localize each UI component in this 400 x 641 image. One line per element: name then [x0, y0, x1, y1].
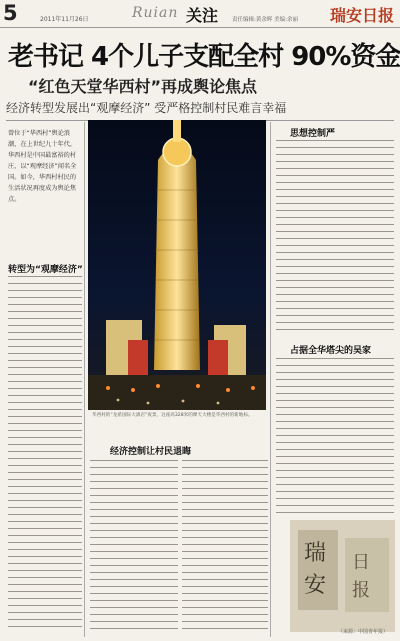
svg-text:安: 安 [304, 573, 327, 598]
section-latin: Ruian [132, 5, 179, 21]
left-column-body [8, 276, 82, 631]
subhead-economic-control: 经济控制让村民退晦 [110, 447, 192, 457]
sub-headline: “红色天堂华西村”再成舆论焦点 [28, 77, 258, 96]
editor-credits: 责任编辑:黄余晖 美编:余丽 [232, 17, 298, 23]
calligraphy-stamp-image [290, 520, 395, 632]
subhead-wu-family: 占据全华塔尖的吴家 [290, 346, 372, 356]
column-divider [84, 122, 85, 637]
photo-caption: 华西村的“龙希国际大酒店”夜景，这座高328米的摩天大楼是华西村的新地标。 [92, 413, 253, 418]
subhead-transformation: 转型为“观摩经济” [8, 265, 83, 275]
lead-paragraph: 曾位于“华西村”舆论浪潮，在上世纪九十年代，华西村是中国最富裕的村庄，以“观摩经济”闻名全国。如今，华西村村民的生活状况再度成为舆论焦点。 [8, 130, 77, 203]
svg-text:瑞: 瑞 [304, 541, 327, 566]
subhead-ideology-control: 思想控制严 [290, 129, 336, 139]
svg-text:报: 报 [352, 580, 370, 601]
deck-line: 经济转型发展出“观摩经济” 受严格控制村民难言幸福 [6, 101, 287, 115]
column-divider [270, 122, 271, 637]
masthead [0, 0, 400, 28]
middle-column-body-1 [90, 460, 178, 630]
source-credit: （来源：中国青年报） [337, 629, 388, 635]
right-column-body-2 [276, 358, 394, 513]
section-title: 关注 [186, 6, 219, 25]
right-column-body-1 [276, 140, 394, 330]
newspaper-brand: 瑞安日报 [329, 6, 394, 25]
main-headline: 老书记 4个儿子支配全村 90%资金 [8, 42, 400, 72]
svg-text:日: 日 [352, 552, 370, 573]
issue-date: 2011年11月26日 [40, 16, 89, 23]
tower-photo [88, 120, 266, 410]
page-number: 5 [3, 1, 18, 25]
middle-column-body-2 [182, 460, 268, 630]
